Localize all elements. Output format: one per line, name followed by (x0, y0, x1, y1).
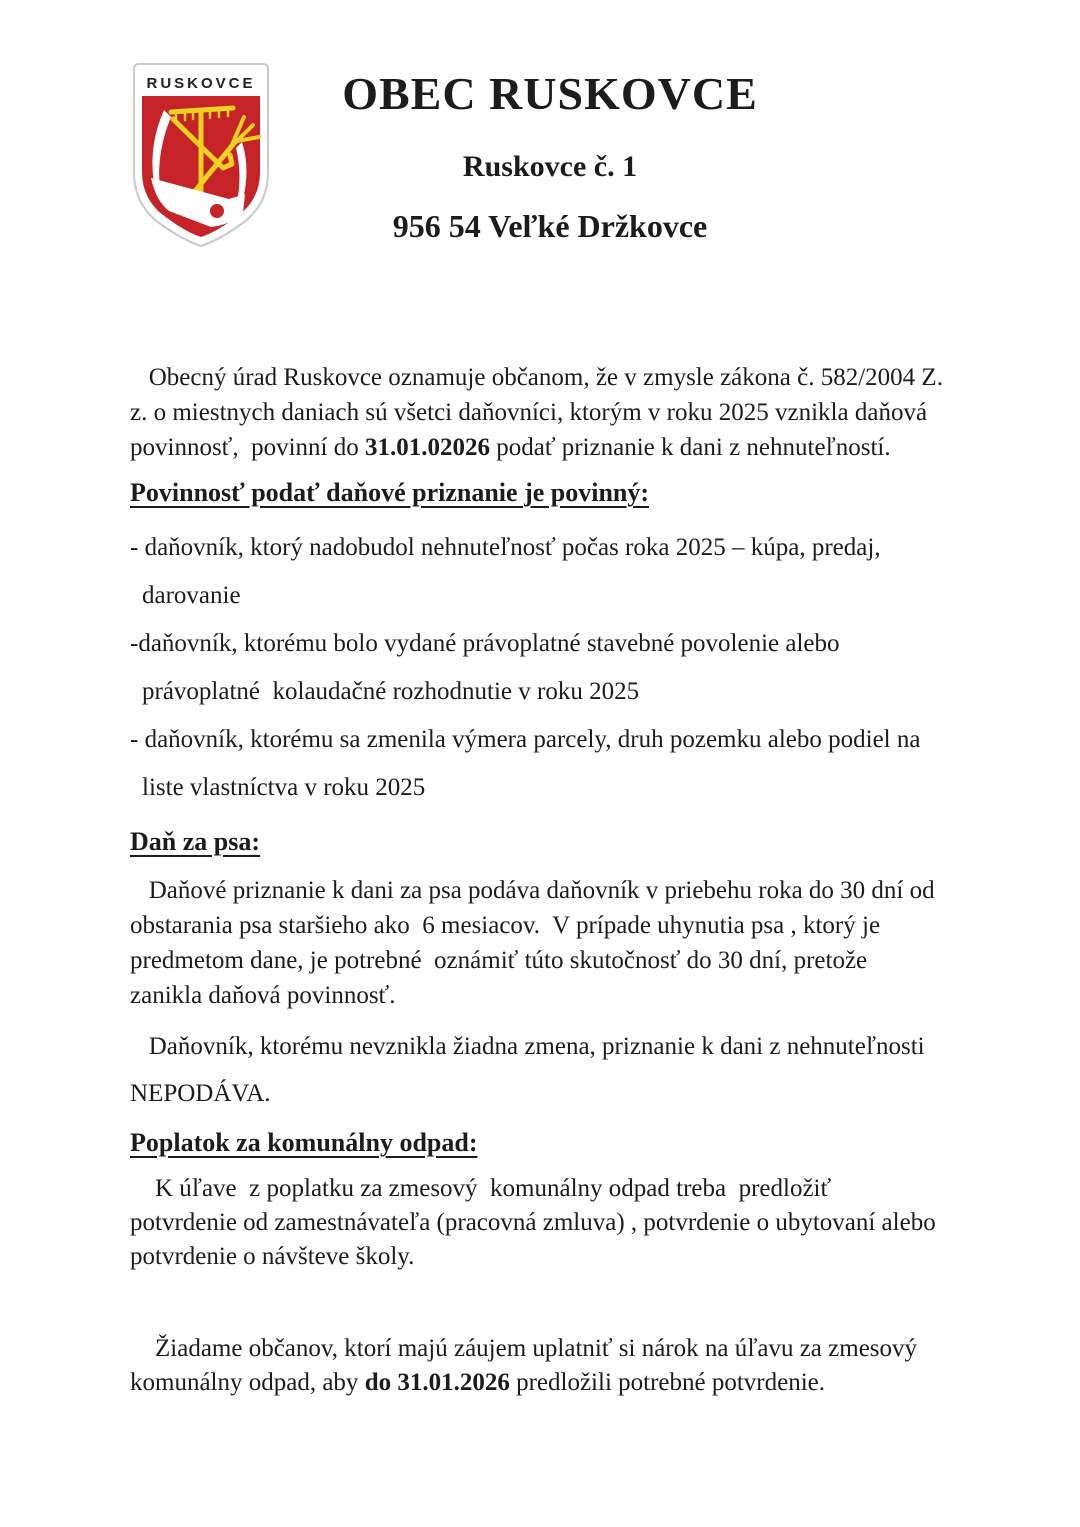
intro-line-3-text: povinnosť, povinní do (130, 434, 365, 461)
dog-tax-line-3: predmetom dane, je potrebné oznámiť túto skutočnosť do 30 dní, pretože (130, 947, 868, 974)
closing-line-2 (130, 1366, 970, 1400)
bullet-line-continuation: darovanie (142, 582, 241, 609)
plow-dot (210, 204, 224, 218)
intro-line-1: Obecný úrad Ruskovce oznamuje občanom, že v zmysle zákona č. 582/2004 Z. (130, 364, 943, 391)
intro-line-2: z. o miestnych daniach sú všetci daňovníci, ktorým v roku 2025 vznikla daňová (130, 399, 928, 426)
dog-tax-line-4: zanikla daňová povinnosť. (130, 982, 396, 1009)
no-change-line-1: Daňovník, ktorému nevznikla žiadna zmena, priznanie k dani z nehnuteľnosti (130, 1033, 925, 1060)
no-change-note (130, 1029, 970, 1064)
closing-line-2-text: komunálny odpad, aby (130, 1369, 365, 1396)
waste-fee-line-3: potvrdenie o návšteve školy. (130, 1243, 415, 1270)
dog-tax-paragraph (130, 873, 970, 1013)
coat-of-arms-graphic (131, 62, 271, 250)
closing-line-1: Žiadame občanov, ktorí majú záujem uplatniť si nárok na úľavu za zmesový (130, 1335, 918, 1362)
nepodava-text: NEPODÁVA. (130, 1080, 271, 1107)
bullet-line: - daňovník, ktorému sa zmenila výmera parcely, druh pozemku alebo podiel na (130, 726, 921, 753)
address-line-2: 956 54 Veľké Držkovce (392, 208, 708, 245)
bullet-line: -daňovník, ktorému bolo vydané právoplatné stavebné povolenie alebo (130, 630, 840, 657)
intro-line-3 (130, 430, 970, 465)
letterhead (270, 70, 830, 245)
coat-of-arms (131, 62, 271, 250)
waste-fee-paragraph (130, 1172, 970, 1274)
bullet-line: - daňovník, ktorý nadobudol nehnuteľnosť počas roka 2025 – kúpa, predaj, (130, 534, 881, 561)
waste-fee-line-1: K úľave z poplatku za zmesový komunálny odpad treba predložiť (130, 1175, 832, 1202)
closing-paragraph (130, 1332, 970, 1400)
dog-tax-line-1: Daňové priznanie k dani za psa podáva daňovník v priebehu roka do 30 dní od (130, 877, 935, 904)
closing-line-2-tail: predložili potrebné potvrdenie. (509, 1369, 826, 1396)
bullet-line-continuation: právoplatné kolaudačné rozhodnutie v roku 2025 (142, 678, 640, 705)
document-body (130, 360, 970, 1400)
waste-fee-line-2: potvrdenie od zamestnávateľa (pracovná zmluva) , potvrdenie o ubytovaní alebo (130, 1209, 936, 1236)
nepodava-line (130, 1076, 970, 1111)
page-title: OBEC RUSKOVCE (342, 68, 758, 119)
dog-tax-line-2: obstarania psa staršieho ako 6 mesiacov. V prípade uhynutia psa , ktorý je (130, 912, 881, 939)
deadline-date-1: 31.01.02026 (365, 434, 490, 461)
section-heading-waste-fee: Poplatok za komunálny odpad: (130, 1128, 478, 1157)
intro-paragraph (130, 360, 970, 465)
bullet-line-continuation: liste vlastníctva v roku 2025 (142, 774, 426, 801)
deadline-date-2: do 31.01.2026 (364, 1369, 510, 1396)
taxpayer-bullet-list (130, 524, 970, 812)
intro-line-3-tail: podať priznanie k dani z nehnuteľností. (490, 434, 891, 461)
section-heading-tax-return-duty: Povinnosť podať daňové priznanie je povinný: (130, 478, 650, 507)
section-heading-dog-tax: Daň za psa: (130, 827, 261, 856)
address-line-1: Ruskovce č. 1 (462, 150, 638, 184)
shield-label: RUSKOVCE (146, 75, 256, 92)
